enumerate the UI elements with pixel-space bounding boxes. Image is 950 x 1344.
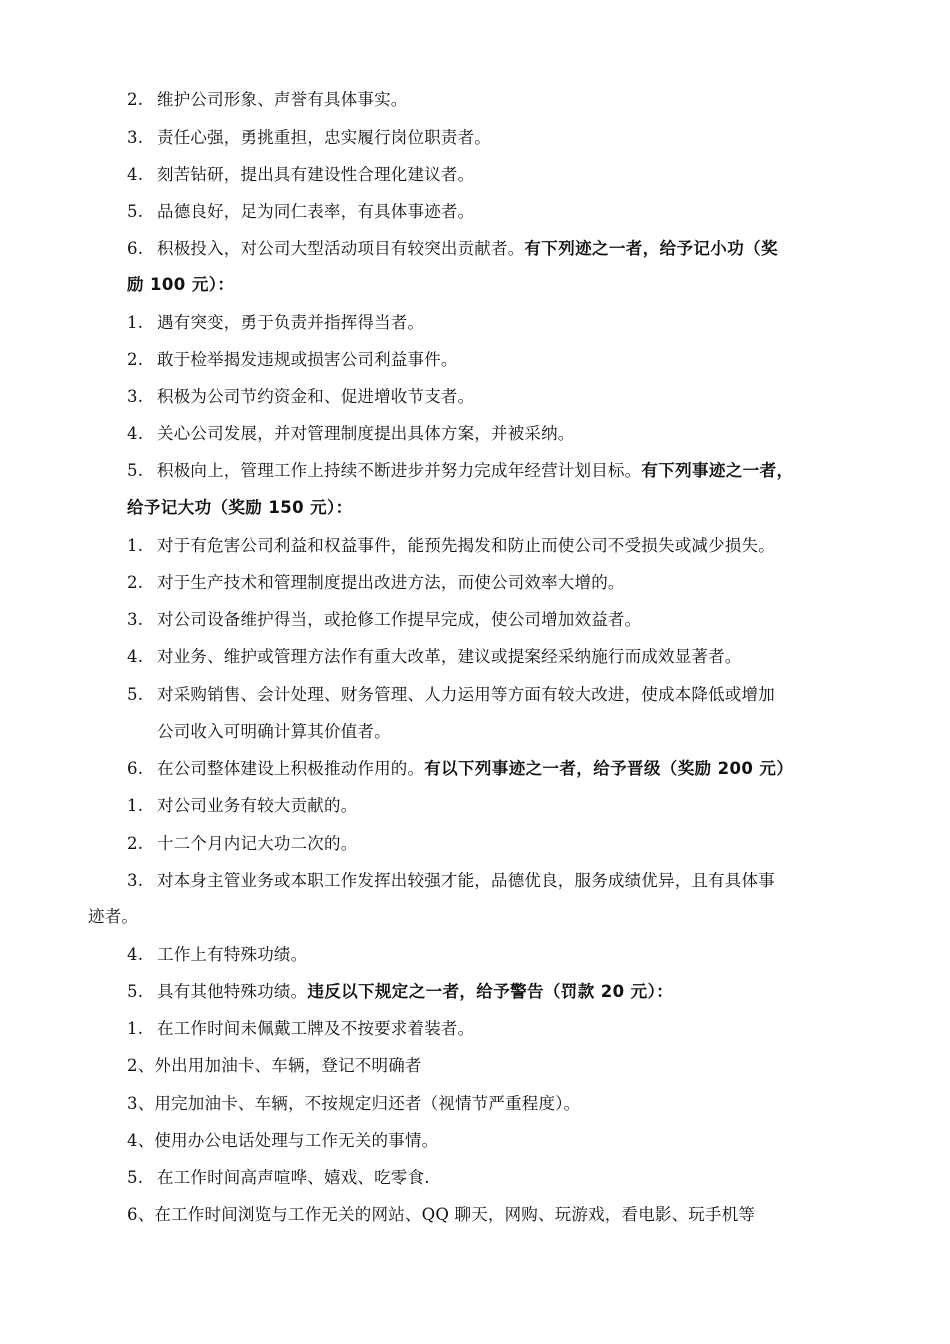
item-text: 对采购销售、会计处理、财务管理、人力运用等方面有较大改进，使成本降低或增加: [157, 685, 775, 704]
item-text: 对本身主管业务或本职工作发挥出较强才能，品德优良，服务成绩优异，且有具体事: [157, 871, 775, 890]
list-item-continuation: [88, 906, 138, 928]
item-number: 4、: [127, 1131, 155, 1150]
item-text: 公司收入可明确计算其价值者。: [157, 722, 391, 741]
list-item: [127, 423, 575, 445]
item-number: 3.: [127, 871, 144, 890]
list-item: [127, 312, 424, 334]
item-number: 2.: [127, 834, 144, 853]
item-bold-text: 给予记大功（奖励 150 元）：: [127, 498, 353, 517]
item-number: 3.: [127, 387, 144, 406]
item-number: 2.: [127, 350, 144, 369]
list-item: [127, 127, 491, 149]
list-item: [127, 684, 775, 706]
item-text: 使用办公电话处理与工作无关的事情。: [154, 1131, 439, 1150]
item-text: 十二个月内记大功二次的。: [157, 834, 358, 853]
item-text: 对业务、维护或管理方法作有重大改革，建议或提案经采纳施行而成效显著者。: [157, 647, 742, 666]
item-number: 3.: [127, 128, 144, 147]
item-number: 6.: [127, 239, 144, 258]
item-text: 对公司设备维护得当，或抢修工作提早完成，使公司增加效益者。: [157, 610, 642, 629]
list-item: [127, 870, 775, 892]
list-item: [127, 1167, 430, 1189]
item-number: 1.: [127, 796, 144, 815]
list-item: [127, 833, 357, 855]
list-item-continuation: [127, 497, 353, 519]
list-item: [127, 238, 778, 260]
item-bold-text: 违反以下规定之一者，给予警告（罚款 20 元）：: [307, 982, 674, 1001]
item-number: 3.: [127, 610, 144, 629]
item-number: 5.: [127, 461, 144, 480]
item-text: 关心公司发展，并对管理制度提出具体方案，并被采纳。: [157, 424, 575, 443]
item-text: 积极为公司节约资金和、促进增收节支者。: [157, 387, 475, 406]
item-bold-text: 有下列迹之一者，给予记小功（奖: [524, 239, 778, 258]
item-text: 敢于检举揭发违规或损害公司利益事件。: [157, 350, 458, 369]
list-item: [127, 535, 775, 557]
list-item: [127, 758, 793, 780]
list-item: [127, 460, 793, 482]
item-text: 维护公司形象、声誉有具体事实。: [157, 90, 408, 109]
item-text: 用完加油卡、车辆，不按规定归还者（视情节严重程度）。: [154, 1094, 581, 1113]
item-number: 6.: [127, 759, 144, 778]
list-item-continuation: [157, 721, 391, 743]
item-text: 遇有突变，勇于负责并指挥得当者。: [157, 313, 425, 332]
list-item-continuation: [127, 274, 234, 296]
list-item: [127, 386, 474, 408]
list-item: [127, 1204, 755, 1226]
item-text: 工作上有特殊功绩。: [157, 945, 308, 964]
item-number: 5.: [127, 202, 144, 221]
item-number: 2.: [127, 573, 144, 592]
item-bold-text: 有下列事迹之一者，: [641, 461, 794, 480]
item-text: 对公司业务有较大贡献的。: [157, 796, 358, 815]
item-bold-text: 励 100 元）：: [127, 275, 235, 294]
item-text: 在工作时间浏览与工作无关的网站、QQ 聊天，网购、玩游戏，看电影、玩手机等: [154, 1205, 756, 1224]
list-item: [127, 164, 474, 186]
item-number: 2、: [127, 1056, 155, 1075]
item-text: 对于生产技术和管理制度提出改进方法，而使公司效率大增的。: [157, 573, 625, 592]
list-item: [127, 1093, 580, 1115]
item-number: 1.: [127, 536, 144, 555]
item-text: 品德良好，足为同仁表率，有具体事迹者。: [157, 202, 475, 221]
list-item: [127, 981, 673, 1003]
item-text: 积极投入，对公司大型活动项目有较突出贡献者。: [157, 239, 525, 258]
item-text: 外出用加油卡、车辆，登记不明确者: [154, 1056, 422, 1075]
item-text: 对于有危害公司利益和权益事件，能预先揭发和防止而使公司不受损失或减少损失。: [157, 536, 775, 555]
item-text: 责任心强，勇挑重担，忠实履行岗位职责者。: [157, 128, 491, 147]
list-item: [127, 646, 742, 668]
item-number: 5.: [127, 1168, 144, 1187]
list-item: [127, 1055, 422, 1077]
list-item: [127, 572, 625, 594]
item-text: 在工作时间高声喧哗、嬉戏、吃零食.: [157, 1168, 430, 1187]
item-number: 2.: [127, 90, 144, 109]
list-item: [127, 89, 408, 111]
item-number: 1.: [127, 313, 144, 332]
item-number: 4.: [127, 165, 144, 184]
item-bold-text: 有以下列事迹之一者，给予晋级（奖励 200 元）: [424, 759, 794, 778]
list-item: [127, 1130, 438, 1152]
item-number: 3、: [127, 1094, 155, 1113]
item-number: 5.: [127, 982, 144, 1001]
item-text: 在公司整体建设上积极推动作用的。: [157, 759, 425, 778]
list-item: [127, 795, 357, 817]
item-text: 积极向上，管理工作上持续不断进步并努力完成年经营计划目标。: [157, 461, 642, 480]
list-item: [127, 201, 474, 223]
item-text: 具有其他特殊功绩。: [157, 982, 308, 1001]
item-text: 迹者。: [88, 907, 139, 926]
list-item: [127, 944, 307, 966]
list-item: [127, 349, 458, 371]
item-text: 刻苦钻研，提出具有建设性合理化建议者。: [157, 165, 475, 184]
list-item: [127, 609, 641, 631]
item-number: 5.: [127, 685, 144, 704]
item-number: 4.: [127, 424, 144, 443]
item-number: 6、: [127, 1205, 155, 1224]
item-number: 1.: [127, 1019, 144, 1038]
item-text: 在工作时间未佩戴工牌及不按要求着装者。: [157, 1019, 475, 1038]
list-item: [127, 1018, 474, 1040]
item-number: 4.: [127, 647, 144, 666]
item-number: 4.: [127, 945, 144, 964]
